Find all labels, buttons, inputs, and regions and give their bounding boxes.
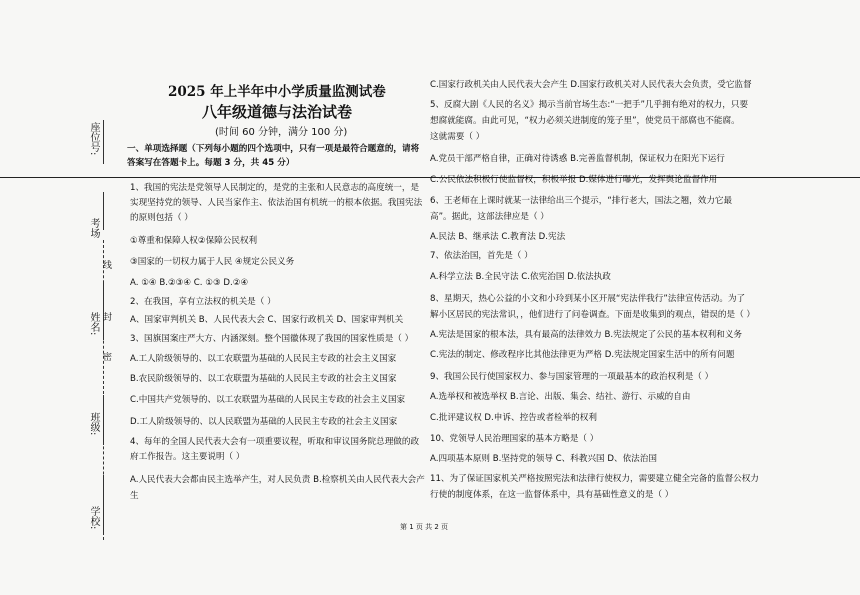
right-text-line: A.四项基本原则 B.坚持党的领导 C、科教兴国 D、依法治国 [430,454,657,464]
exam-time-score: (时间 60 分钟，满分 100 分) [215,127,348,138]
right-text-line: 行使的制度体系，在这一监督体系中，具有基础性意义的是（ ） [430,490,674,500]
section1-instruction-line2: 答案写在答题卡上。每题 3 分，共 45 分） [127,158,295,168]
exam-room-line [103,192,104,230]
right-text-line: C.宪法的制定、修改程序比其他法律更为严格 D.宪法规定国家生活中的所有问题 [430,350,735,360]
right-text-line: 想腐就能腐。由此可见，“权力必须关进制度的笼子里”，使党员干部腐也不能腐。 [430,116,740,126]
left-text-line: 3、国旗国案庄严大方、内涵深刻。整个国徽体现了我国的国家性质是（ ） [130,334,414,344]
left-text-line: 实现坚持党的领导、人民当家作主、依法治国有机统一的根本依据。我国宪法 [130,198,423,208]
left-text-line: ③国家的一切权力属于人民 ④规定公民义务 [130,257,295,267]
left-text-line: D.工人阶级领导的、以人民联盟为基础的人民民主专政的社会主义国家 [130,417,398,427]
left-text-line: ①尊重和保障人权②保障公民权利 [130,236,258,246]
page-number: 第 1 页 共 2 页 [400,523,449,531]
exam-subtitle: 八年级道德与法治试卷 [202,103,353,121]
left-text-line: C.中国共产党领导的、以工农联盟为基础的人民民主专政的社会主义国家 [130,395,406,405]
seat-number-label: 座位号: [88,122,99,156]
seal-word-line: 线 [101,260,111,269]
right-text-line: 6、王老师在上课时就某一法律给出三个提示，“排行老大，国法之翘，效力它最 [430,196,733,206]
left-text-line: 府工作报告。这主要说明（ ） [130,452,245,462]
left-text-line: B.农民阶级领导的、以工农联盟为基础的人民民主专政的社会主义国家 [130,374,397,384]
right-text-line: A.宪法是国家的根本法，具有最高的法律效力 B.宪法规定了公民的基本权利和义务 [430,330,743,340]
left-text-line: 2、在我国，享有立法权的机关是（ ） [130,297,276,307]
seal-word-seal: 封 [101,312,111,321]
exam-room-label: 考场 [88,218,99,238]
right-text-line: 这就需要（ ） [430,132,485,142]
right-text-line: A.党员干部严格自律，正确对待诱惑 B.完善监督机制，保证权力在阳光下运行 [430,154,725,164]
right-text-line: 解小区居民的宪法常识，，他们进行了问卷调查。下面是收集到的观点，错误的是（ ） [430,310,755,320]
left-text-line: 生 [130,491,139,501]
right-text-line: 11、为了保证国家机关严格按照宪法和法律行使权力，需要建立健全完备的监督公权力 [430,474,759,484]
seal-dashed-line [103,240,104,540]
left-text-line: 的原则包括（ ） [130,213,193,223]
seal-word-secret: 密 [101,352,111,361]
left-text-line: 1、我国的宪法是党领导人民制定的，是党的主张和人民意志的高度统一，是 [130,183,420,193]
left-text-line: A.工人阶级领导的、以工农联盟为基础的人民民主专政的社会主义国家 [130,354,397,364]
class-label: 班级: [88,412,99,436]
right-text-line: 5、反腐大剧《人民的名义》揭示当前官场生态:“一把手”几乎拥有绝对的权力，只要 [430,100,749,110]
right-text-line: 7、依法治国，首先是（ ） [430,251,533,261]
seat-number-line [103,120,104,164]
section1-instruction-line1: 一、单项选择题（下列每小题的四个选项中，只有一项是最符合题意的，请将 [127,144,420,154]
exam-title: 2025 年上半年中小学质量监测试卷 [168,84,386,100]
right-text-line: 8、星期天，热心公益的小文和小玲到某小区开展“宪法伴我行”法律宣传活动。为了 [430,294,746,304]
right-text-line: C.国家行政机关由人民代表大会产生 D.国家行政机关对人民代表大会负责，受它监督 [430,80,752,90]
name-label: 姓名: [88,312,99,336]
right-text-line: 高”。据此，这部法律应是（ ） [430,212,549,222]
right-text-line: 9、我国公民行使国家权力、参与国家管理的一项最基本的政治权利是（ ） [430,372,714,382]
right-text-line: A.选举权和被选举权 B.言论、出版、集会、结社、游行、示威的自由 [430,392,691,402]
left-text-line: 4、每年的全国人民代表大会有一项重要议程，听取和审议国务院总理做的政 [130,437,420,447]
right-text-line: A.民法 B、继承法 C.教育法 D.宪法 [430,232,566,242]
left-text-line: A. ①④ B.②③④ C. ①③ D.②④ [130,278,249,288]
left-text-line: A.人民代表大会都由民主选举产生，对人民负责 B.检察机关由人民代表大会产 [130,475,425,485]
right-text-line: A.科学立法 B.全民守法 C.依宪治国 D.依法执政 [430,272,611,282]
right-text-line: C.批评建议权 D.申诉、控告或者检举的权利 [430,413,597,423]
right-text-line: 10、党领导人民治理国家的基本方略是（ ） [430,434,599,444]
school-label: 学校: [88,506,99,530]
right-text-line: C.公民依法积极行使监督权，积极举报 D.媒体进行曝光，发挥舆论监督作用 [430,175,718,185]
left-text-line: A、国家审判机关 B、人民代表大会 C、国家行政机关 D、国家审判机关 [130,315,404,325]
